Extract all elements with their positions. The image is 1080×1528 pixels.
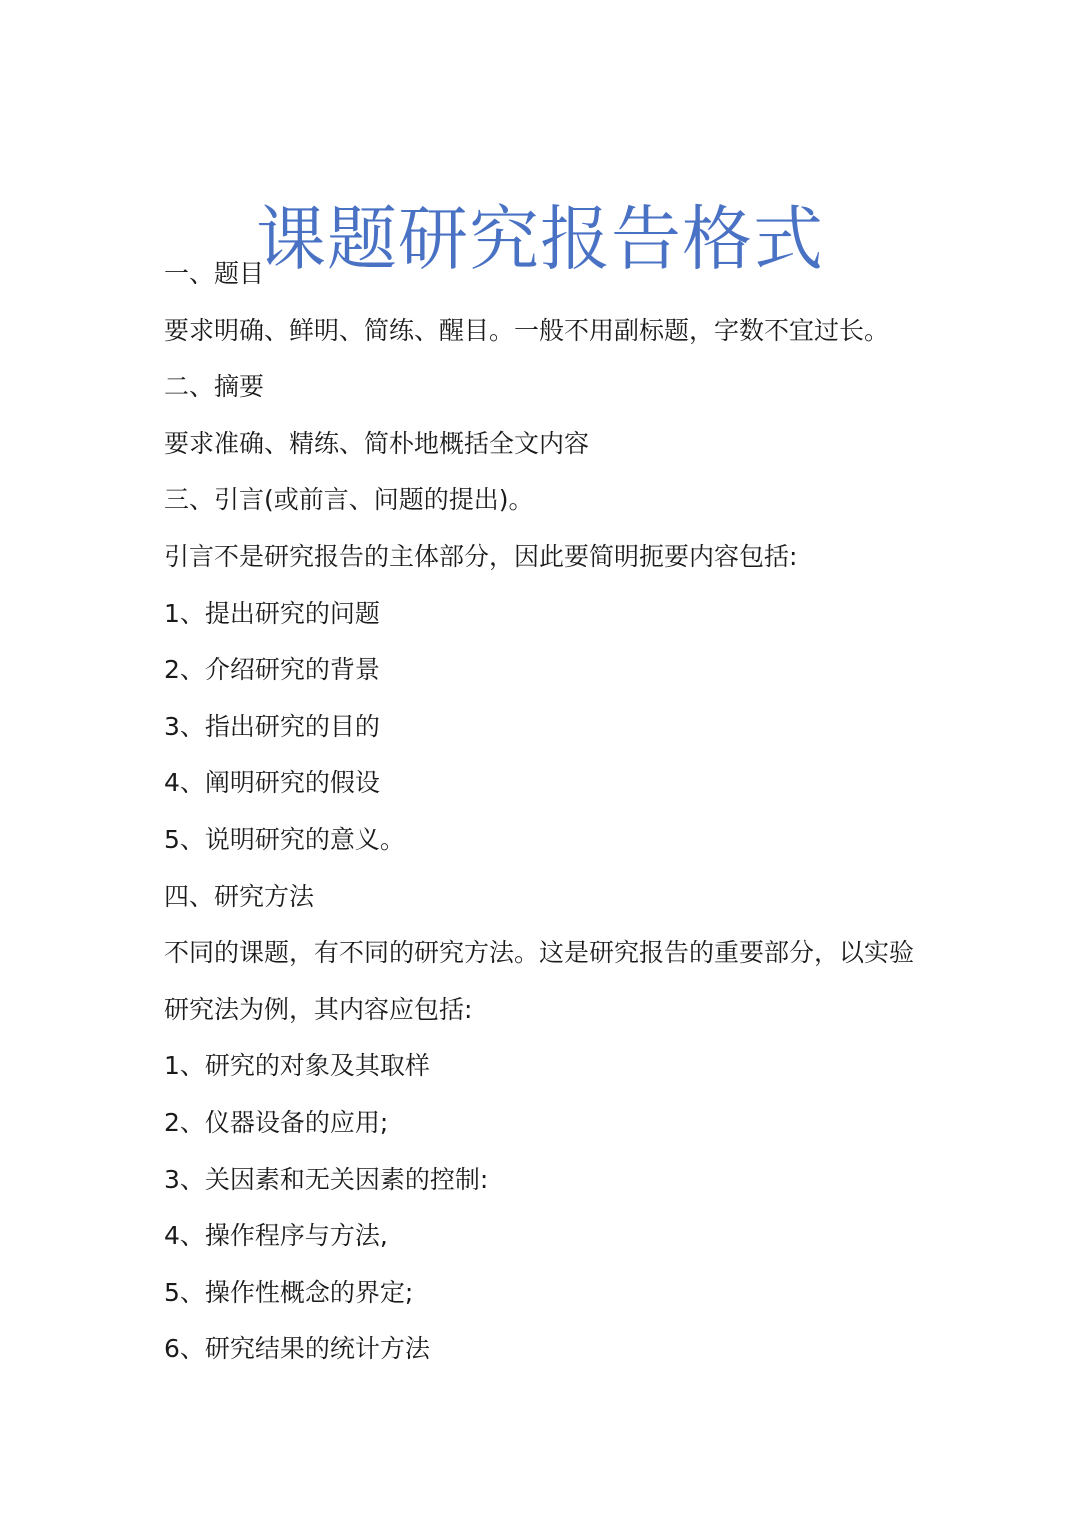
paragraph: 要求准确、精练、简朴地概括全文内容: [164, 428, 590, 458]
section-heading-introduction: 三、引言(或前言、问题的提出)。: [164, 485, 534, 515]
paragraph: 不同的课题，有不同的研究方法。这是研究报告的重要部分，以实验: [164, 938, 915, 968]
list-item: 3、关因素和无关因素的控制:: [164, 1164, 489, 1194]
paragraph: 研究法为例，其内容应包括:: [164, 994, 473, 1024]
section-heading-abstract: 二、摘要: [164, 372, 265, 402]
list-item: 6、研究结果的统计方法: [164, 1334, 430, 1364]
paragraph: 引言不是研究报告的主体部分，因此要简明扼要内容包括:: [164, 541, 798, 571]
document-body: [164, 246, 964, 1378]
list-item: 4、阐明研究的假设: [164, 768, 380, 798]
list-item: 2、介绍研究的背景: [164, 655, 380, 685]
list-item: 1、提出研究的问题: [164, 598, 380, 628]
list-item: 2、仪器设备的应用;: [164, 1107, 389, 1137]
section-heading-title: 一、题目: [164, 259, 265, 288]
list-item: 5、操作性概念的界定;: [164, 1277, 414, 1307]
document-title: 课题研究报告格式: [256, 197, 824, 280]
list-item: 5、说明研究的意义。: [164, 824, 405, 854]
section-heading-methods: 四、研究方法: [164, 881, 315, 911]
paragraph: 要求明确、鲜明、简练、醒目。一般不用副标题，字数不宜过长。: [164, 315, 890, 345]
list-item: 3、指出研究的目的: [164, 711, 380, 741]
list-item: 1、研究的对象及其取样: [164, 1051, 430, 1081]
list-item: 4、操作程序与方法,: [164, 1221, 388, 1251]
